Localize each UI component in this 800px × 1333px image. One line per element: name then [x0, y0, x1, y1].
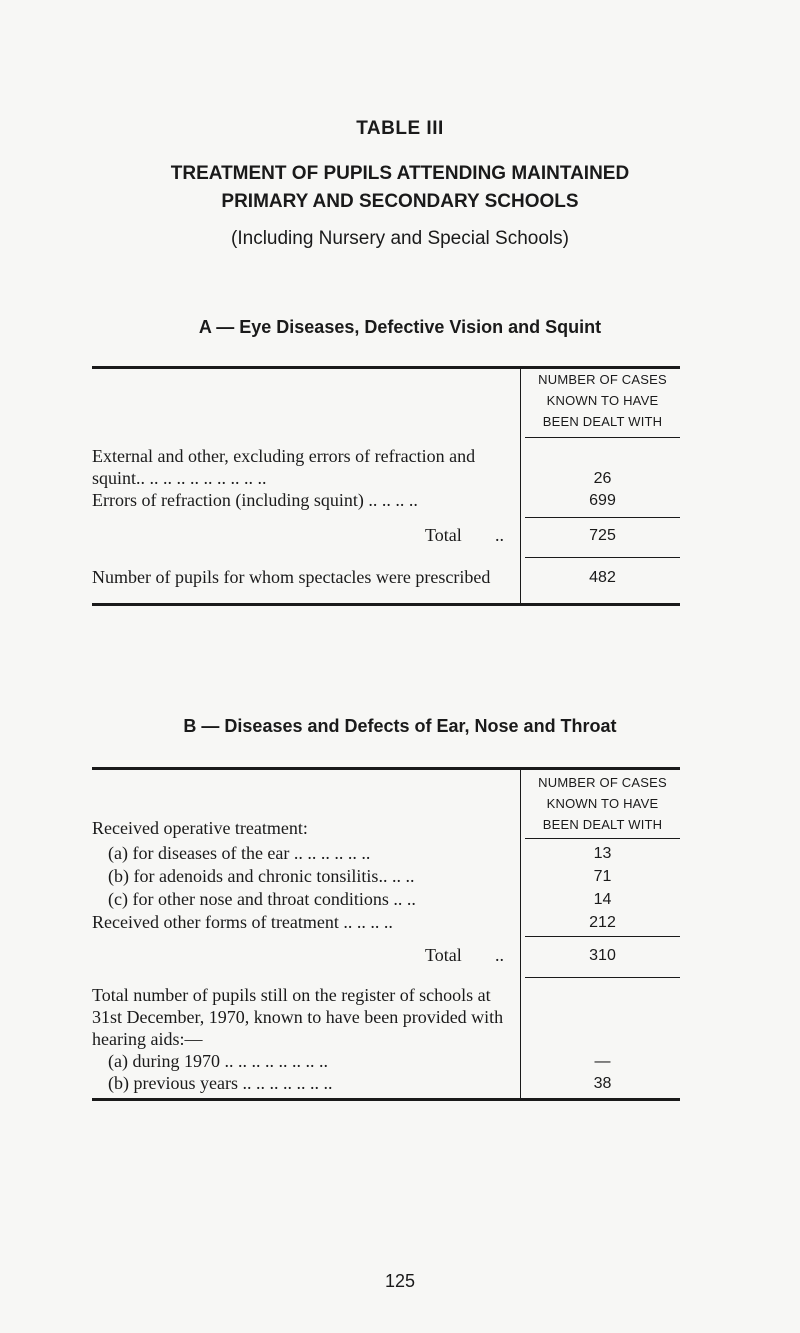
total-value: 725: [589, 527, 616, 544]
section-a-spectacles-rule: [525, 557, 680, 558]
row-label: External and other, excluding errors of refraction and: [92, 446, 476, 466]
row-value: 13: [593, 845, 612, 862]
section-a-header-rule: [525, 437, 680, 438]
other-forms-label: Received other forms of treatment .. .. .. ..: [92, 912, 393, 932]
row-label: (c) for other nose and throat conditions .. ..: [108, 889, 416, 909]
section-a-column-header: [525, 369, 680, 432]
section-a-heading: A — Eye Diseases, Defective Vision and Squint: [198, 317, 602, 337]
hearing-line: hearing aids:—: [92, 1029, 203, 1049]
section-b-header-rule: [525, 838, 680, 839]
total-dots: ..: [495, 525, 504, 545]
section-b-total-rule: [525, 936, 680, 937]
section-b-top-rule: [92, 767, 680, 770]
section-b-bottom-rule: [92, 1098, 680, 1101]
page-title: [0, 160, 800, 216]
col-head-line: KNOWN TO HAVE: [546, 393, 659, 408]
row-value: 699: [589, 492, 616, 509]
section-b-column-divider: [520, 770, 521, 1026]
col-head-line: KNOWN TO HAVE: [546, 796, 659, 811]
section-a-column-divider: [520, 369, 521, 605]
row-value: 14: [593, 891, 612, 908]
spectacles-label: Number of pupils for whom spectacles were prescribed: [92, 567, 491, 587]
row-label: (a) for diseases of the ear .. .. .. .. .. ..: [108, 843, 371, 863]
section-a-total-rule: [525, 517, 680, 518]
total-label: Total: [425, 945, 462, 965]
section-a-bottom-rule: [92, 603, 680, 606]
col-head-line: NUMBER OF CASES: [538, 775, 667, 790]
row-value: 26: [593, 470, 612, 487]
table-label: TABLE III: [356, 118, 444, 139]
total-dots: ..: [495, 945, 504, 965]
title-line-1: TREATMENT OF PUPILS ATTENDING MAINTAINED: [170, 163, 630, 184]
row-label: squint.. .. .. .. .. .. .. .. .. ..: [92, 468, 267, 488]
page-number: 125: [384, 1271, 416, 1291]
col-head-line: BEEN DEALT WITH: [542, 817, 663, 832]
total-value: 310: [589, 947, 616, 964]
col-head-line: BEEN DEALT WITH: [542, 414, 663, 429]
total-label: Total: [425, 525, 462, 545]
section-b-column-header: [525, 772, 680, 835]
received-operative-label: Received operative treatment:: [92, 818, 308, 838]
row-label: Errors of refraction (including squint) .. .. .. ..: [92, 490, 418, 510]
subtitle: (Including Nursery and Special Schools): [231, 228, 569, 249]
row-label: (b) previous years .. .. .. .. .. .. ..: [108, 1073, 333, 1093]
col-head-line: NUMBER OF CASES: [538, 372, 667, 387]
section-b-hearing-rule: [525, 977, 680, 978]
row-value: 71: [593, 868, 612, 885]
row-value: —: [594, 1053, 611, 1070]
hearing-line: 31st December, 1970, known to have been provided with: [92, 1007, 504, 1027]
other-forms-value: 212: [589, 914, 616, 931]
section-b-column-divider-lower: [520, 1026, 521, 1098]
row-value: 38: [593, 1075, 612, 1092]
section-b-heading: B — Diseases and Defects of Ear, Nose and Throat: [183, 716, 617, 736]
spectacles-value: 482: [589, 569, 616, 586]
title-line-2: PRIMARY AND SECONDARY SCHOOLS: [221, 191, 579, 212]
hearing-line: Total number of pupils still on the register of schools at: [92, 985, 491, 1005]
row-label: (a) during 1970 .. .. .. .. .. .. .. ..: [108, 1051, 328, 1071]
row-label: (b) for adenoids and chronic tonsilitis.. .. ..: [108, 866, 415, 886]
